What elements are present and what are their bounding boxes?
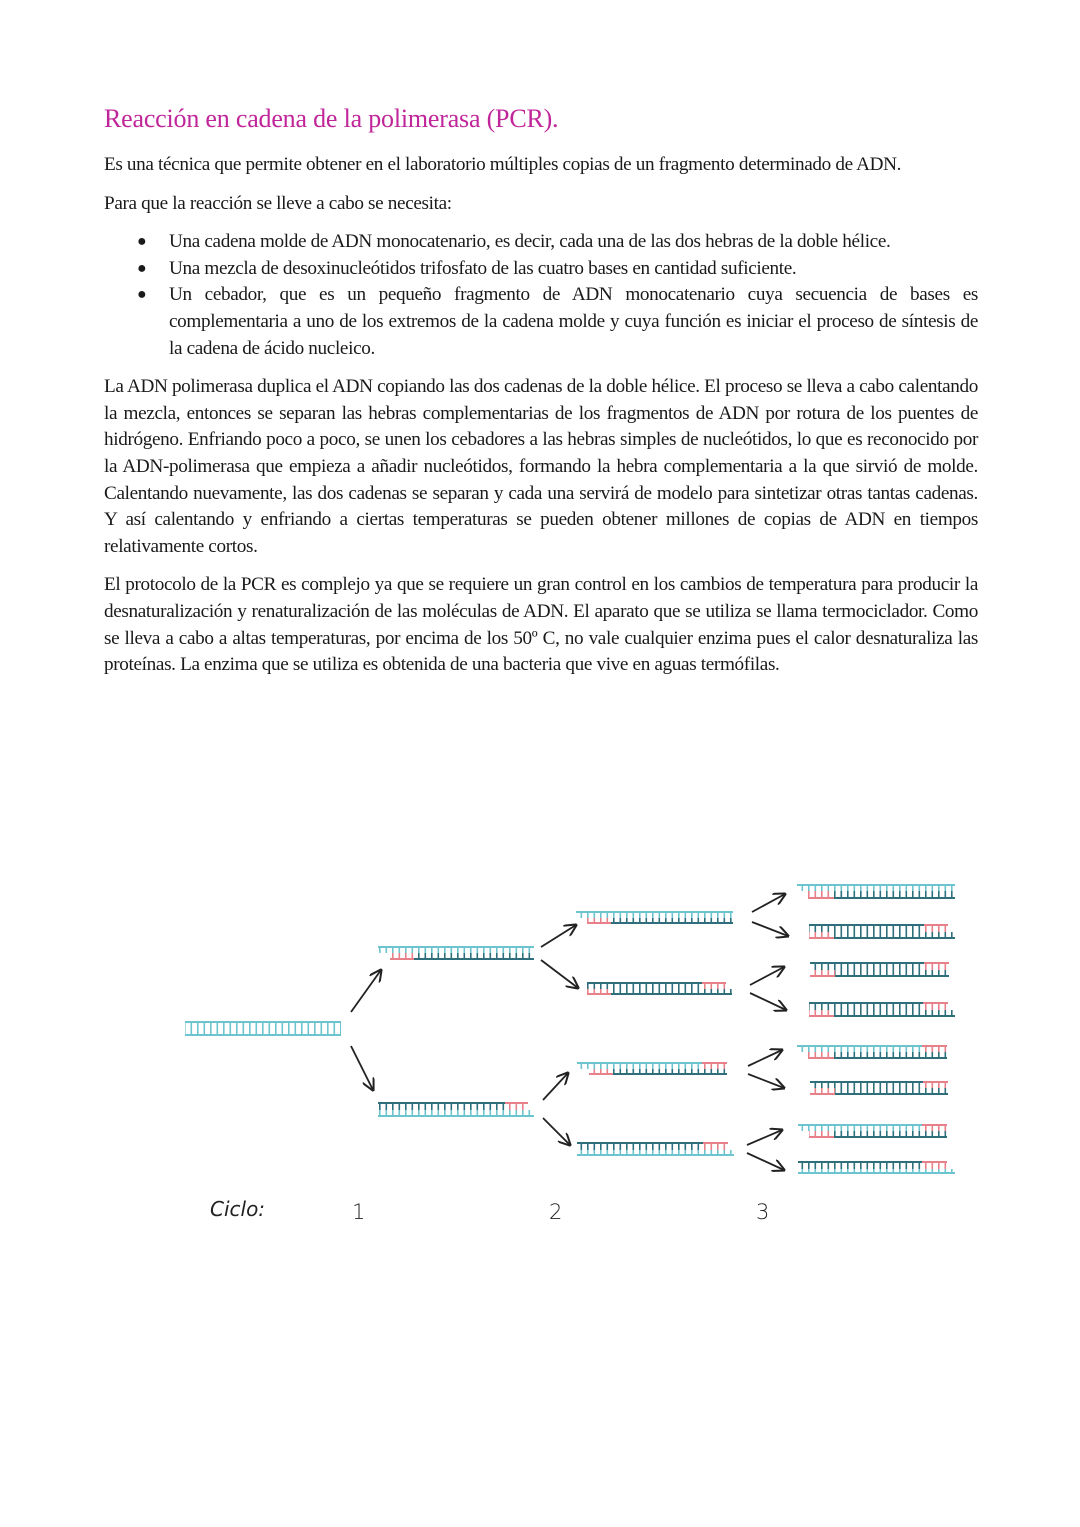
arrows-cycle3 [747,894,788,1170]
dna-cycle2-d [577,1143,734,1155]
bullet-icon: ● [137,259,147,277]
cycle-number-1: 1 [352,1200,366,1224]
cycle-label: Ciclo: [210,1197,266,1221]
dna-cycle3-2 [809,925,955,938]
cycle-number-3: 3 [756,1200,770,1224]
dna-cycle1-bottom [378,1103,534,1116]
dna-cycle1-top [378,947,534,960]
dna-cycle2-b [587,983,732,995]
process-paragraph: La ADN polimerasa duplica el ADN copiando las dos cadenas de la doble hélice. El proceso se lleva a cabo calentando la mezcla, entonces se separan las hebras complementarias de los fragmentos de ADN por rotura de los puentes de hidrógeno. Enfriando poco a poco, se unen los cebadores a las hebras simples de nucleótidos, lo que es reconocido por la ADN-polimerasa que empieza a añadir nucleótidos, formando la hebra complementaria a la que sirvió de molde. Calentando nuevamente, las dos cadenas se separan y cada una servirá de modelo para sintetizar otras tantas cadenas. Y así calentando y enfriando a ciertas temperaturas se pueden obtener millones de copias de ADN en tiempos relativamente cortos. [104,376,978,557]
dna-cycle3-6 [810,1082,948,1094]
arrow-icon [543,1118,570,1145]
dna-cycle3-3 [810,963,949,976]
dna-original [185,1022,341,1035]
protocol-paragraph: El protocolo de la PCR es complejo ya que se requiere un gran control en los cambios de temperatura para producir la desnaturalización y renaturalización de las moléculas de ADN. El aparato que se utiliza se llama termociclador. Como se lleva a cabo a altas temperaturas, por encima de los 50º C, no vale cualquier enzima pues el calor desnaturaliza las proteínas. La enzima que se utiliza es obtenida de una bacteria que vive en aguas termófilas. [104,574,978,676]
dna-cycle3-5 [797,1046,947,1058]
intro-paragraph: Es una técnica que permite obtener en el laboratorio múltiples copias de un fragmento determinado de ADN. [104,154,902,175]
document-page [104,100,978,691]
dna-cycle2-a [576,912,733,924]
arrow-icon [351,1046,373,1090]
arrow-icon [541,925,576,947]
arrow-icon [543,1073,568,1100]
dna-cycle2-c [577,1063,727,1075]
list-item: ● Una mezcla de desoxinucleótidos trifosfato de las cuatro bases en cantidad suficiente. [169,256,978,283]
page-title: Reacción en cadena de la polimerasa (PCR). [104,104,559,133]
dna-cycle3-4 [809,1003,955,1016]
requirements-lead: Para que la reacción se lleve a cabo se necesita: [104,192,452,214]
list-item: ● Un cebador, que es un pequeño fragmento de ADN monocatenario cuya secuencia de bases es complementaria a uno de los extremos de la cadena molde y cuya función es iniciar el proceso de síntesis de la cadena de ácido nucleico. [137,284,978,359]
arrow-icon [351,970,381,1012]
dna-cycle3-1 [797,885,955,898]
cycle-number-2: 2 [549,1200,563,1224]
bullet-icon: ● [137,286,147,304]
arrow-icon [541,960,578,988]
dna-cycle3-7 [798,1125,947,1137]
pcr-cycles-diagram [0,860,1080,1260]
dna-cycle3-8 [798,1162,955,1173]
requirements-list [104,229,978,362]
bullet-icon: ● [137,233,147,251]
list-item: ● Una cadena molde de ADN monocatenario, es decir, cada una de las dos hebras de la doble hélice. [169,229,978,256]
